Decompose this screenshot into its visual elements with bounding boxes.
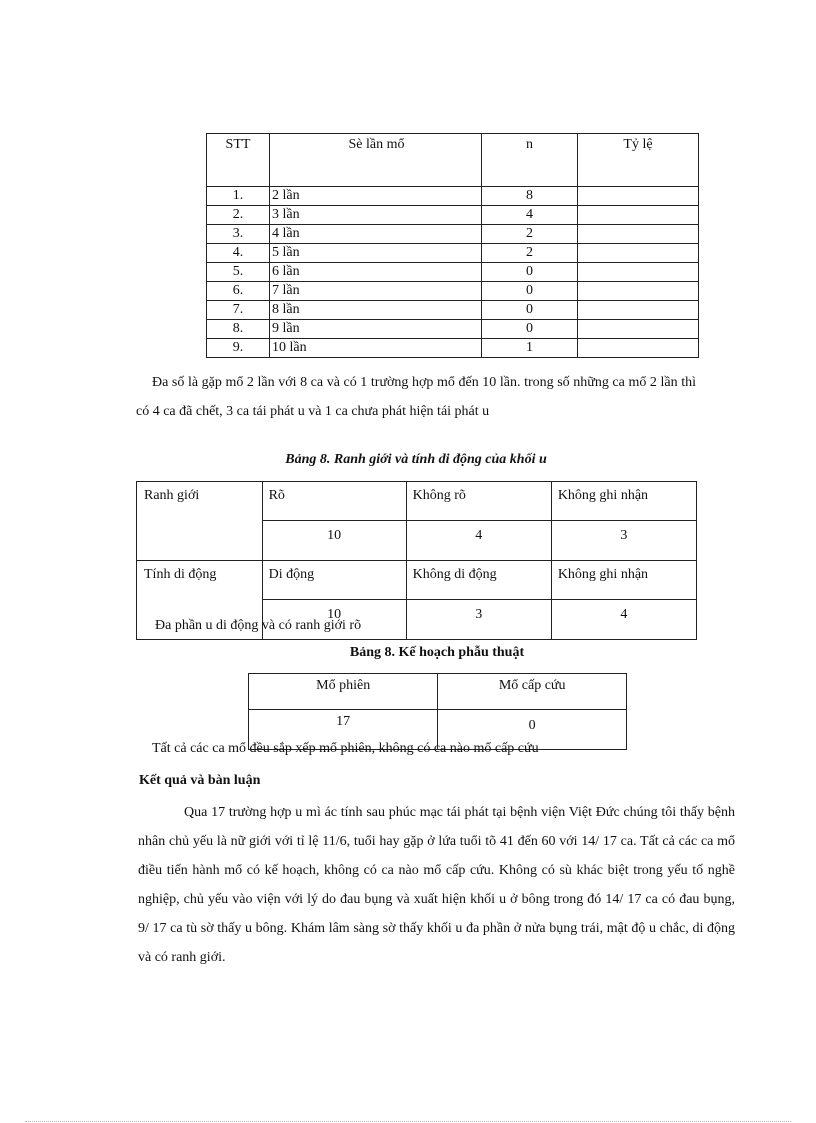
table3-caption: Bảng 8. Kế hoạch phẫu thuật <box>349 645 525 660</box>
cell-index: 1. <box>207 187 270 206</box>
cell-rate <box>578 225 699 244</box>
cell-rate <box>578 244 699 263</box>
summary-paragraph: Đa số là gặp mổ 2 lần với 8 ca và có 1 trường hợp mổ đến 10 lần. trong số những ca mổ 2 lần thì có 4 ca đã chết, 3 ca tái phát u và 1 ca chưa phát hiện tái phát u <box>136 375 696 419</box>
table-row <box>137 561 697 600</box>
cell-rate <box>578 301 699 320</box>
cell-n: 4 <box>482 206 578 225</box>
cell-label: 3 lần <box>270 206 482 225</box>
cell-n: 0 <box>482 301 578 320</box>
cell-rate <box>578 263 699 282</box>
header-cell: Không ghi nhận <box>551 561 696 600</box>
cell-index: 6. <box>207 282 270 301</box>
table-row <box>207 282 699 301</box>
value-cell: 4 <box>406 521 551 561</box>
cell-label: 9 lần <box>270 320 482 339</box>
cell-index: 8. <box>207 320 270 339</box>
cell-n: 0 <box>482 320 578 339</box>
cell-rate <box>578 206 699 225</box>
cell-label: 2 lần <box>270 187 482 206</box>
cell-label: 8 lần <box>270 301 482 320</box>
value-cell: 0 <box>438 710 627 750</box>
cell-index: 4. <box>207 244 270 263</box>
table-row <box>249 674 627 710</box>
header-cell: Sè lần mổ <box>270 134 482 187</box>
cell-n: 0 <box>482 263 578 282</box>
header-cell: Không ghi nhận <box>551 482 696 521</box>
cell-index: 2. <box>207 206 270 225</box>
cell-index: 9. <box>207 339 270 358</box>
value-cell: 10 <box>262 521 406 561</box>
surgery-count-table <box>206 133 699 358</box>
cell-rate <box>578 187 699 206</box>
section-title: Kết quả và bàn luận <box>139 773 261 788</box>
header-cell: Không di động <box>406 561 551 600</box>
table-row <box>207 301 699 320</box>
header-cell: Không rõ <box>406 482 551 521</box>
value-cell: 3 <box>406 600 551 640</box>
cell-label: 6 lần <box>270 263 482 282</box>
table-row <box>137 482 697 521</box>
header-cell: Mổ cấp cứu <box>438 674 627 710</box>
row-label-boundary: Ranh giới <box>137 482 263 561</box>
header-cell: Mổ phiên <box>249 674 438 710</box>
table-row <box>207 320 699 339</box>
cell-rate <box>578 339 699 358</box>
value-cell: 10 <box>262 600 406 640</box>
table-row <box>207 263 699 282</box>
cell-label: 7 lần <box>270 282 482 301</box>
table-row <box>207 339 699 358</box>
cell-index: 3. <box>207 225 270 244</box>
cell-index: 7. <box>207 301 270 320</box>
row-label-mobility: Tính di động <box>137 561 263 640</box>
value-cell: 4 <box>551 600 696 640</box>
value-cell: 3 <box>551 521 696 561</box>
cell-n: 2 <box>482 225 578 244</box>
table-header-row <box>207 134 699 187</box>
value-cell: 17 <box>249 710 438 750</box>
header-cell: Di động <box>262 561 406 600</box>
cell-rate <box>578 320 699 339</box>
table-row <box>207 206 699 225</box>
table-row <box>207 244 699 263</box>
cell-label: 10 lần <box>270 339 482 358</box>
table2-note: Đa phần u di động và có ranh giới rõ <box>155 618 362 633</box>
header-cell: n <box>482 134 578 187</box>
table3-note: Tất cả các ca mổ đều sắp xếp mổ phiên, không có ca nào mổ cấp cứu <box>152 741 539 756</box>
cell-index: 5. <box>207 263 270 282</box>
cell-n: 1 <box>482 339 578 358</box>
cell-n: 0 <box>482 282 578 301</box>
header-cell: Rõ <box>262 482 406 521</box>
table-row <box>207 225 699 244</box>
cell-n: 8 <box>482 187 578 206</box>
table-row <box>207 187 699 206</box>
cell-label: 5 lần <box>270 244 482 263</box>
conclusion-paragraph: Qua 17 trường hợp u mì ác tính sau phúc mạc tái phát tại bệnh viện Việt Đức chúng tôi thấy bệnh nhân chủ yếu là nữ giới với tỉ lệ 11/6, tuổi hay gặp ở lứa tuổi tõ 41 đến 60 với 14/ 17 ca. Tất cả các ca mổ điều tiến hành mổ có kế hoạch, không có ca nào mổ cấp cứu. Không có sù khác biệt trong yếu tố nghề nghiệp, chủ yếu vào viện với lý do đau bụng và xuất hiện khối u ở bông trong đó 14/ 17 ca có đau bụng, 9/ 17 ca tù sờ thấy u bông. Khám lâm sàng sờ thấy khối u đa phần ở nửa bụng trái, mật độ u chắc, di động và có ranh giới. <box>138 805 735 965</box>
footer-divider <box>25 1121 791 1122</box>
header-cell: Tỷ lệ <box>578 134 699 187</box>
cell-label: 4 lần <box>270 225 482 244</box>
table2-caption: Bảng 8. Ranh giới và tính di động của khối u <box>285 452 547 467</box>
cell-n: 2 <box>482 244 578 263</box>
header-cell: STT <box>207 134 270 187</box>
cell-rate <box>578 282 699 301</box>
